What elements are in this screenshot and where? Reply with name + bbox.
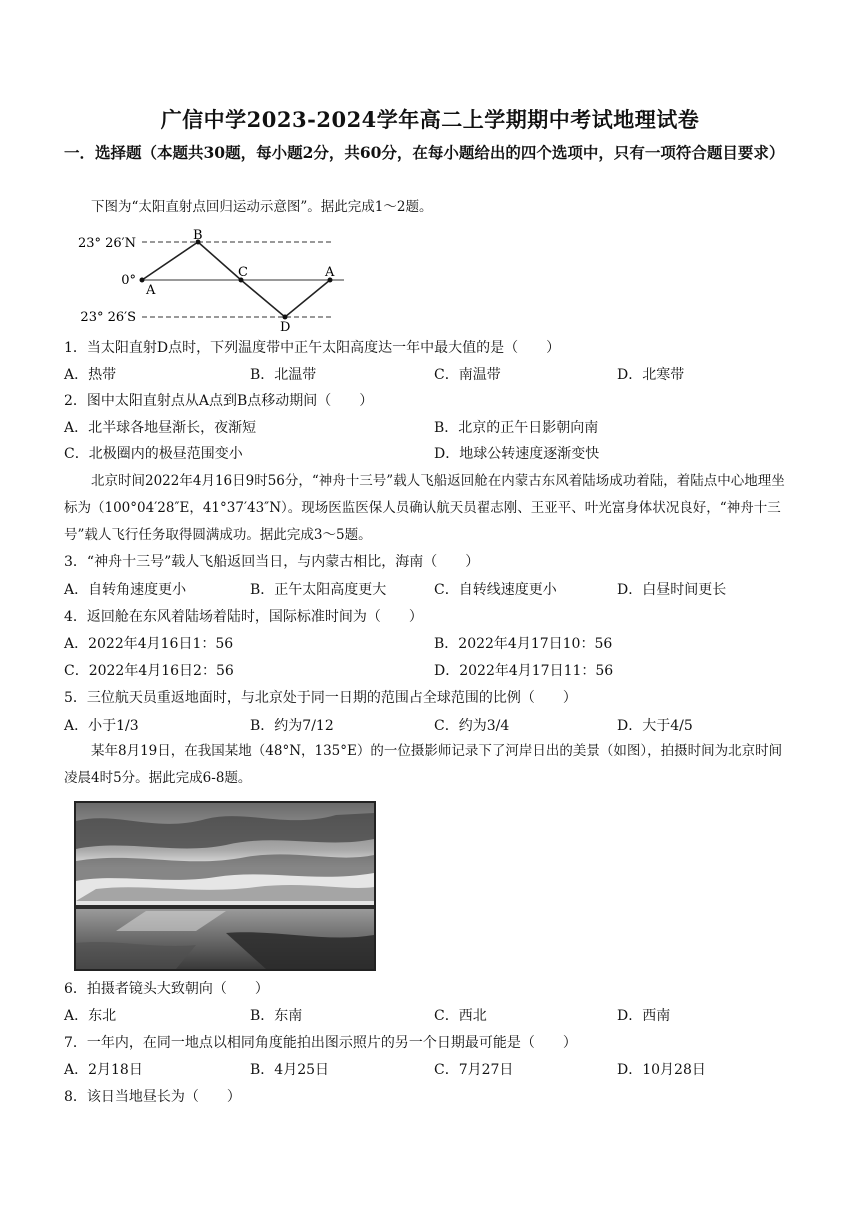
question-3-option-d: D．白昼时间更长 [617,582,727,598]
question-3-option-b: B．正午太阳高度更大 [250,582,387,598]
question-4-option-c: C．2022年4月16日2：56 [64,663,234,679]
question-5-option-b: B．约为7/12 [250,718,334,734]
sunrise-photo [74,801,376,971]
intro-text-2: 北京时间2022年4月16日9时56分，“神舟十三号”载人飞船返回舱在内蒙古东风着陆场成功着陆，着陆点中心地理坐标为（100°04′28″E，41°37′43″N）。现场医监医保人员确认航天员翟志刚、王亚平、叶光富身体状况良好，“神舟十三号”载人飞行任务取得圆满成功。据此完成3～5题。 [64,473,785,543]
question-2-option-a: A．北半球各地昼渐长，夜渐短 [64,420,257,436]
label-lat-south: 23° 26′S [80,310,136,325]
sun-migration-diagram [74,228,354,336]
question-1-option-b: B．北温带 [250,367,317,383]
point-d-dot [283,315,288,320]
question-1-stem: 1．当太阳直射D点时，下列温度带中正午太阳高度达一年中最大值的是（ ） [64,340,561,356]
question-7-stem: 7．一年内，在同一地点以相同角度能拍出图示照片的另一个日期最可能是（ ） [64,1035,577,1051]
intro-text-3: 某年8月19日，在我国某地（48°N，135°E）的一位摄影师记录下了河岸日出的美景（如图），拍摄时间为北京时间凌晨4时5分。据此完成6-8题。 [64,743,783,786]
question-2-stem: 2．图中太阳直射点从A点到B点移动期间（ ） [64,393,374,409]
question-4-option-d: D．2022年4月17日11：56 [434,663,614,679]
question-1-option-a: A．热带 [64,367,117,383]
label-lat-zero: 0° [121,273,136,288]
point-a1-dot [140,278,145,283]
question-5-option-a: A．小于1/3 [64,718,139,734]
label-point-a2: A [325,265,335,280]
question-8-stem: 8．该日当地昼长为（ ） [64,1089,241,1105]
question-5-stem: 5．三位航天员重返地面时，与北京处于同一日期的范围占全球范围的比例（ ） [64,690,577,706]
question-5-option-c: C．约为3/4 [434,718,510,734]
question-3-option-c: C．自转线速度更小 [434,582,557,598]
label-point-c: C [238,265,248,280]
question-7-option-c: C．7月27日 [434,1062,514,1078]
question-7-option-d: D．10月28日 [617,1062,706,1078]
label-point-b: B [193,228,203,243]
question-6-option-b: B．东南 [250,1008,303,1024]
question-1-option-c: C．南温带 [434,367,501,383]
question-2-option-b: B．北京的正午日影朝向南 [434,420,599,436]
question-6-stem: 6．拍摄者镜头大致朝向（ ） [64,981,269,997]
question-7-option-b: B．4月25日 [250,1062,330,1078]
question-6-option-d: D．西南 [617,1008,671,1024]
exam-title: 广信中学2023-2024学年高二上学期期中考试地理试卷 [160,107,700,132]
label-lat-north: 23° 26′N [77,236,136,251]
question-3-stem: 3．“神舟十三号”载人飞船返回当日，与内蒙古相比，海南（ ） [64,554,480,570]
question-4-option-b: B．2022年4月17日10：56 [434,636,613,652]
question-2-option-d: D．地球公转速度逐渐变快 [434,446,600,462]
question-2-option-c: C．北极圈内的极昼范围变小 [64,446,243,462]
section-heading: 一．选择题（本题共30题，每小题2分，共60分，在每小题给出的四个选项中，只有一项符合题目要求） [64,143,785,162]
question-6-option-a: A．东北 [64,1008,117,1024]
label-point-d: D [280,320,291,335]
question-4-stem: 4．返回舱在东风着陆场着陆时，国际标准时间为（ ） [64,609,423,625]
question-5-option-d: D．大于4/5 [617,718,693,734]
question-1-option-d: D．北寒带 [617,367,685,383]
question-7-option-a: A．2月18日 [64,1062,143,1078]
intro-text-1: 下图为“太阳直射点回归运动示意图”。据此完成1～2题。 [91,199,433,215]
question-3-option-a: A．自转角速度更小 [64,582,187,598]
label-point-a1: A [146,283,156,298]
question-6-option-c: C．西北 [434,1008,487,1024]
question-4-option-a: A．2022年4月16日1：56 [64,636,234,652]
